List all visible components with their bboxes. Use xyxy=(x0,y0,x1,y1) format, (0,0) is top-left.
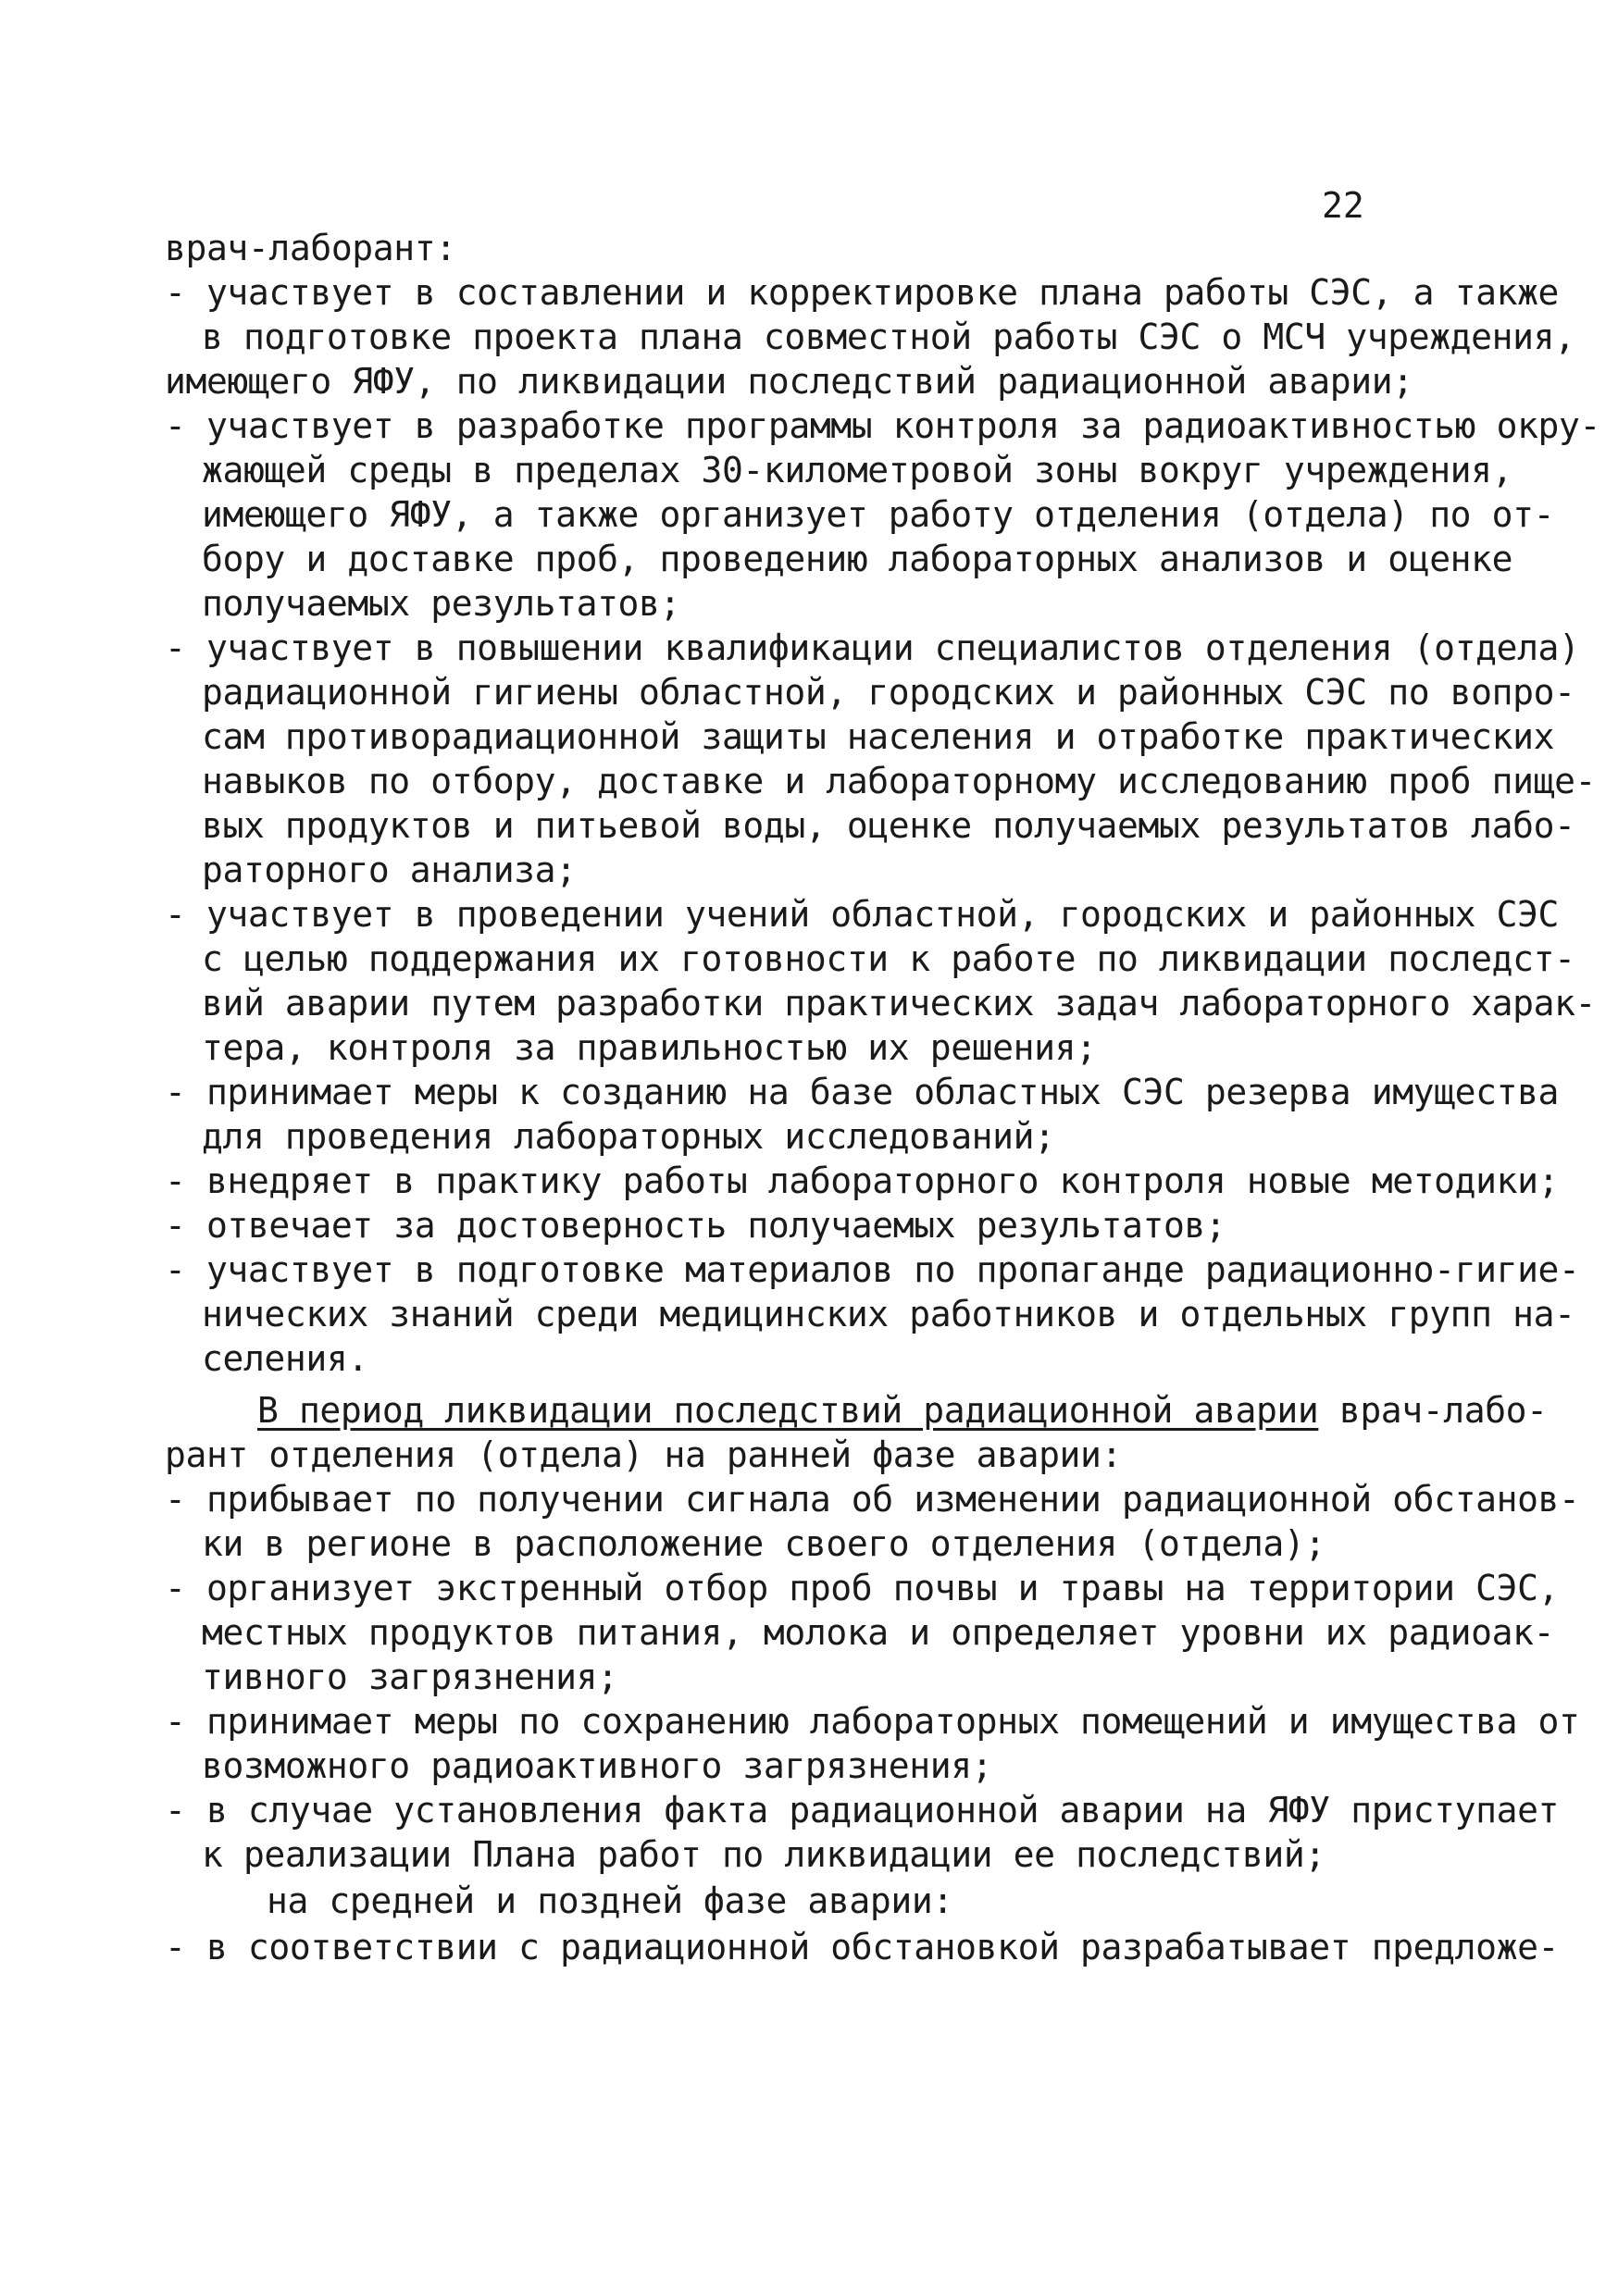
text-line: - участвует в разработке программы контроля за радиоактивностью окру- xyxy=(165,405,1600,446)
text-line: имеющего ЯФУ, по ликвидации последствий радиационной аварии; xyxy=(165,361,1413,402)
text-line: имеющего ЯФУ, а также организует работу отделения (отдела) по от- xyxy=(202,494,1555,535)
page-number: 22 xyxy=(1322,185,1364,226)
text-line: местных продуктов питания, молока и определяет уровни их радиоак- xyxy=(202,1612,1555,1653)
text-line: радиационной гигиены областной, городских и районных СЭС по вопро- xyxy=(202,672,1575,713)
text-line: раторного анализа; xyxy=(202,850,577,890)
section-heading-underlined: В период ликвидации последствий радиационной аварии xyxy=(257,1390,1319,1431)
text-line: тивного загрязнения; xyxy=(202,1657,618,1697)
text-line: для проведения лабораторных исследований; xyxy=(202,1116,1055,1157)
text-line: - отвечает за достоверность получаемых результатов; xyxy=(165,1205,1226,1246)
text-line: тера, контроля за правильностью их решения; xyxy=(202,1027,1097,1068)
text-line: - в случае установления факта радиационной аварии на ЯФУ приступает xyxy=(165,1790,1560,1831)
text-line: - участвует в составлении и корректировке плана работы СЭС, а также xyxy=(165,272,1560,313)
text-line: - прибывает по получении сигнала об изменении радиационной обстанов- xyxy=(165,1479,1580,1520)
text-line: вых продуктов и питьевой воды, оценке получаемых результатов лабо- xyxy=(202,805,1575,846)
text-line: в подготовке проекта плана совместной работы СЭС о МСЧ учреждения, xyxy=(202,316,1575,357)
text-line: навыков по отбору, доставке и лабораторному исследованию проб пище- xyxy=(202,761,1597,801)
text-line: получаемых результатов; xyxy=(202,583,680,624)
text-line: рант отделения (отдела) на ранней фазе аварии: xyxy=(165,1434,1122,1475)
text-line: жающей среды в пределах 30-километровой зоны вокруг учреждения, xyxy=(202,450,1513,490)
text-line: - участвует в проведении учений областной, городских и районных СЭС xyxy=(165,894,1560,935)
text-line: - организует экстренный отбор проб почвы и травы на территории СЭС, xyxy=(165,1568,1560,1608)
text-line: сам противорадиационной защиты населения и отработке практических xyxy=(202,716,1555,757)
section-intro-line xyxy=(257,1388,1548,1433)
text-line: - участвует в подготовке материалов по пропаганде радиационно-гигие- xyxy=(165,1249,1580,1290)
text-line: селения. xyxy=(202,1338,368,1379)
text-line: к реализации Плана работ по ликвидации ее последствий; xyxy=(202,1834,1326,1875)
text-line: бору и доставке проб, проведению лабораторных анализов и оценке xyxy=(202,539,1513,579)
text-line: с целью поддержания их готовности к работе по ликвидации последст- xyxy=(202,938,1575,979)
section-heading-tail: врач-лабо- xyxy=(1318,1390,1548,1431)
text-line: на средней и поздней фазе аварии: xyxy=(267,1880,953,1921)
heading: врач-лаборант: xyxy=(165,228,456,268)
text-line: ки в регионе в расположение своего отделения (отдела); xyxy=(202,1523,1326,1564)
text-line: - внедряет в практику работы лабораторного контроля новые методики; xyxy=(165,1160,1560,1201)
text-line: вий аварии путем разработки практических задач лабораторного харак- xyxy=(202,983,1597,1024)
text-line: - принимает меры к созданию на базе областных СЭС резерва имущества xyxy=(165,1072,1560,1112)
text-line: - принимает меры по сохранению лабораторных помещений и имущества от xyxy=(165,1701,1580,1742)
text-line: - в соответствии с радиационной обстановкой разрабатывает предложе- xyxy=(165,1927,1560,1967)
text-line: - участвует в повышении квалификации специалистов отделения (отдела) xyxy=(165,627,1580,668)
text-line: нических знаний среди медицинских работников и отдельных групп на- xyxy=(202,1294,1575,1334)
text-line: возможного радиоактивного загрязнения; xyxy=(202,1745,993,1786)
